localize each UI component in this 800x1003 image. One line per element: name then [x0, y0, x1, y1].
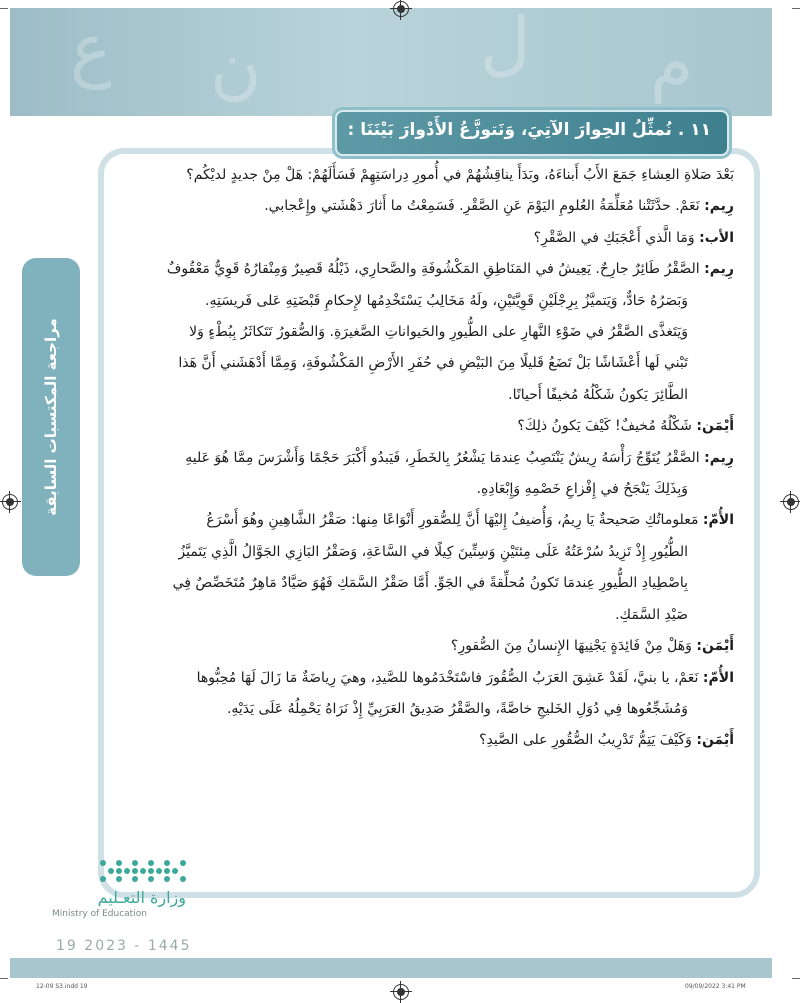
- ministry-logo: [52, 860, 186, 919]
- print-timestamp: 09/09/2022 3:41 PM: [685, 983, 746, 990]
- dialogue-line: [108, 694, 734, 725]
- header-band: [10, 2, 772, 116]
- line-text: مَعلوماتُكِ صَحيحةٌ يَا رِيمُ، وَأُضيفُ إِليْهَا أَنَّ لِلصُّقورِ أَنْوَاعًا مِنها: صَقْرُ الشَّاهِينِ وهُوَ أَسْرَعُ: [206, 512, 699, 529]
- dialogue-line: [108, 631, 734, 662]
- speaker-name: أَيْمَن:: [696, 418, 734, 435]
- dialogue-line: [108, 223, 734, 254]
- line-text: نَعَمْ. حدَّثَتْنا مُعَلِّمَةُ العُلومِ اليَوْمَ عَنِ الصَّقْرِ. فَسَمِعْتُ ما أَثارَ دَهْشَتي وإِعْجابي.: [264, 198, 700, 215]
- crop-mark: [792, 8, 800, 9]
- line-text: وَهَلْ مِنْ فَائِدَةٍ يَجْنِيهَا الإِنسانُ مِنَ الصُّقورِ؟: [450, 638, 692, 655]
- line-text: بَعْدَ صَلاةِ العِشاءِ جَمَعَ الأَبُ أَبناءَهُ، وبَدَأَ يناقِشُهُمْ في أُمورِ دِراسَتِهِمْ فَسَأَلَهُمْ: هَلْ مِنْ جديدٍ لديْكُم؟: [186, 167, 734, 183]
- footer-band: [10, 958, 772, 978]
- dialogue-text: [108, 160, 734, 757]
- line-text: الصَّقْرُ يُتَوِّجُ رَأْسَهُ رِيشٌ يَنْتَصِبُ عِندمَا يَشْعُرُ بِالخَطَرِ، فَيَبدُو أَكْبَرَ حَجْمًا وَأَشْرَسَ مِمَّا هُوَ عَليهِ: [185, 449, 700, 466]
- speaker-name: الأُمّ:: [702, 512, 734, 529]
- line-text: شَكْلُهُ مُخيفٌ! كَيْفَ يَكونُ ذلِكَ؟: [517, 418, 692, 435]
- crop-mark: [792, 978, 800, 979]
- line-text: صَيْدِ السَّمَكِ.: [615, 606, 688, 623]
- decorative-letter: ن: [210, 26, 262, 108]
- dialogue-line: [108, 160, 734, 191]
- speaker-name: أَيْمَن:: [696, 638, 734, 655]
- line-text: الصَّقْرُ طَائِرٌ جارِحٌ. يَعِيشُ في المَنَاطِقِ المَكْشُوفَةِ والصَّحارِي، ذَيْلُهُ قَصِيرٌ وَمِنْقارُهُ قَوِيٌّ مَعْقُوفٌ: [166, 261, 700, 278]
- dialogue-line: [108, 537, 734, 568]
- activity-heading: [348, 120, 711, 140]
- year-label: 2023 - 1445: [84, 938, 192, 954]
- dialogue-line: [108, 443, 734, 474]
- dialogue-line: [108, 600, 734, 631]
- dialogue-line: [108, 191, 734, 222]
- registration-mark: [393, 1, 409, 17]
- registration-mark: [2, 494, 18, 510]
- file-slug: 12-09 S3.indd 19: [36, 983, 88, 990]
- line-text: وَكَيْفَ يَتِمُّ تَدْرِيبُ الصُّقُورِ على الصَّيدِ؟: [479, 732, 692, 749]
- dialogue-line: [108, 663, 734, 694]
- decorative-letter: م: [650, 22, 694, 104]
- dialogue-line: [108, 474, 734, 505]
- registration-mark: [393, 984, 409, 1000]
- crop-mark: [0, 8, 8, 9]
- speaker-name: رِيم:: [704, 198, 734, 215]
- line-text: وَمَا الَّذي أَعْجَبَكِ في الصَّقْرِ؟: [533, 229, 695, 246]
- speaker-name: الأُمّ:: [702, 669, 734, 686]
- line-text: وَبِذَلِكَ يَنْجَحُ في إِفْزاعِ خَصْمِهِ وَإِبْعَادِهِ.: [476, 481, 688, 498]
- speaker-name: رِيم:: [704, 261, 734, 278]
- dialogue-line: [108, 348, 734, 379]
- line-text: وَمُشَجِّعُوها فِي دُوَلِ الخَليجِ خاصَّةً، والصَّقْرُ صَدِيقُ العَرَبِيِّ إِذْ نَرَاهُ يَحْمِلُهُ عَلَى يَدَيْهِ.: [226, 700, 688, 717]
- dialogue-line: [108, 568, 734, 599]
- decorative-letter: ل: [480, 2, 531, 84]
- speaker-name: الأب:: [699, 229, 734, 246]
- line-text: وَيَتَغذَّى الصَّقْرُ في ضَوْءِ النَّهارِ على الطُّيورِ والحَيواناتِ الصَّغيرَةِ. وَالصُّقورُ تَتَكاثَرُ بِبُطْءٍ وَلا: [189, 324, 688, 341]
- activity-number: ١١ .: [677, 120, 711, 140]
- dialogue-line: [108, 505, 734, 536]
- line-text: الطَّائِرَ يَكونُ شَكْلُهُ مُخيفًا أَحيانًا.: [508, 386, 688, 403]
- speaker-name: أَيْمَن:: [696, 732, 734, 749]
- line-text: وَبَصَرُهُ حَادٌّ، وَيَتميَّزُ بِرِجْلَيْنِ قَوِيَّتَيْنِ، ولَهُ مَخَالِبُ يَسْتَخْدِمُها لإِحكامِ قَبْضَتِهِ عَلى فَريسَتِهِ.: [205, 292, 688, 309]
- logo-dots-icon: [100, 860, 186, 882]
- ministry-name-en: Ministry of Education: [52, 909, 147, 919]
- dialogue-line: [108, 254, 734, 285]
- dialogue-line: [108, 725, 734, 756]
- line-text: بِاصْطِيادِ الطُّيورِ عِندمَا تَكونُ مُحلِّقةً في الجَوِّ. أَمَّا صَقْرُ السَّمَكِ فَهُوَ صَيَّادٌ مَاهِرٌ مُتَخَصِّصٌ فِي: [172, 575, 688, 592]
- side-tab-label: مراجعة المكتسبات السابقة: [42, 318, 60, 516]
- side-tab: [22, 258, 80, 576]
- speaker-name: رِيم:: [704, 449, 734, 466]
- dialogue-line: [108, 411, 734, 442]
- registration-mark: [783, 494, 799, 510]
- dialogue-line: [108, 286, 734, 317]
- line-text: نَعَمْ، يا بنيَّ، لَقَدْ عَشِقَ العَرَبُ الصُّقُورَ فاسْتَخْدَمُوها للصَّيدِ، وهيَ رِياضَةٌ مَا زَالَ لَهَا مُحِبُّوها: [196, 669, 699, 686]
- page-number-line: [56, 938, 192, 954]
- dialogue-line: [108, 380, 734, 411]
- page-number: 19: [56, 938, 78, 954]
- ministry-name-ar: وزارة التعـليم: [97, 888, 186, 907]
- decorative-letter: ع: [70, 8, 112, 90]
- activity-title: نُمثِّلُ الحِوارَ الآتِيَ، وَنَتوزَّعُ الأَدْوارَ بَيْنَنَا :: [347, 120, 672, 140]
- activity-banner: [335, 110, 729, 156]
- crop-mark: [0, 978, 8, 979]
- line-text: تَبْني لَها أَعْشَاشًا بَلْ تَضَعُ قَليلًا مِنَ البَيْضِ في حُفَرِ الأَرْضِ المَكْشُوفَةِ، وَمِمَّا أَدْهَشَني أَنَّ هَذا: [178, 355, 688, 372]
- dialogue-line: [108, 317, 734, 348]
- line-text: الطُّيُورِ إِذْ تَزِيدُ سُرْعَتُهُ عَلَى مِئتَيْنِ وَسِتِّينَ كِيلًا في السَّاعَةِ، وَصَقْرُ البَازِي الجَوَّالُ الَّذِي يَتَميَّزُ: [178, 543, 688, 560]
